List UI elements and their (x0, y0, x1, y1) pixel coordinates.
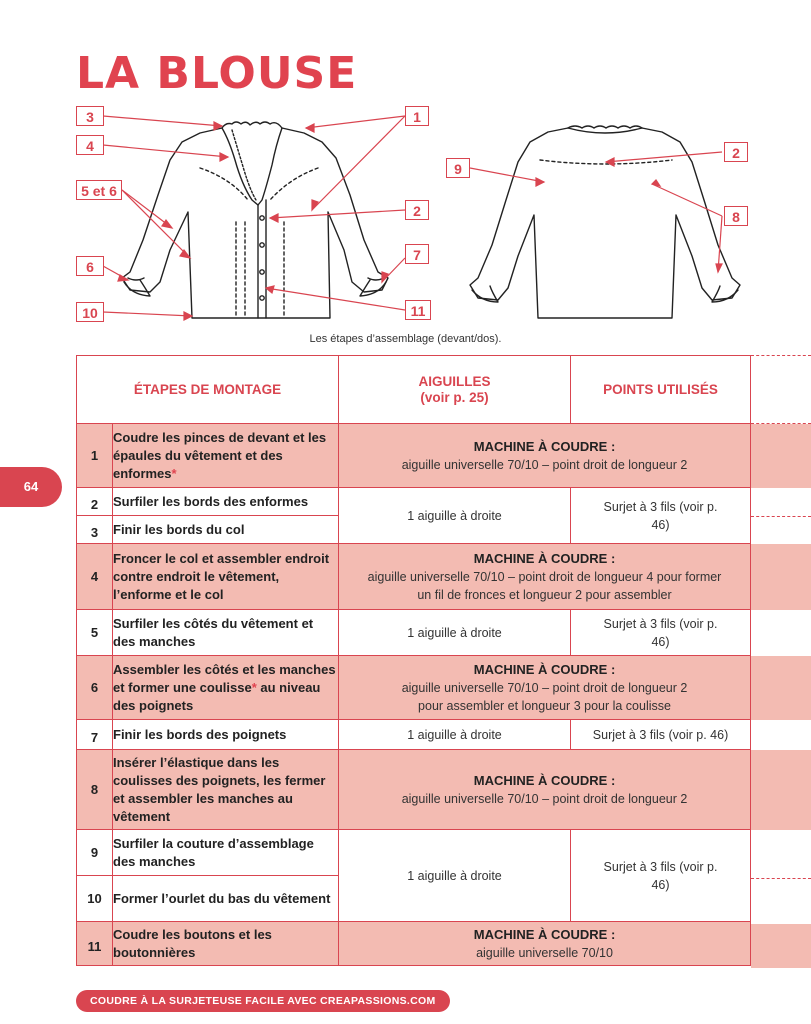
table-extension-line (751, 355, 811, 356)
callout-front-2: 2 (405, 200, 429, 220)
callout-back-9: 9 (446, 158, 470, 178)
table-extension-line (751, 878, 811, 879)
table-extension-pink (751, 656, 811, 720)
table-row: 6 Assembler les côtés et les manches et former une coulisse* au niveau des poignets MACHINE À COUDRE : aiguille universelle 70/10 – point droit de longueur 2 pour assembler et longueur 3 pour la coulisse (77, 656, 751, 720)
callout-front-7: 7 (405, 244, 429, 264)
callout-back-2: 2 (724, 142, 748, 162)
callout-front-6: 6 (76, 256, 104, 276)
page-number-tab: 64 (0, 467, 62, 507)
table-row: 5 Surfiler les côtés du vêtement et des manches 1 aiguille à droite Surjet à 3 fils (voir p. 46) (77, 610, 751, 656)
header-aiguilles: AIGUILLES (voir p. 25) (339, 356, 571, 424)
table-row: 9 Surfiler la couture d’assemblage des manches 1 aiguille à droite Surjet à 3 fils (voir p. 46) (77, 830, 751, 876)
callout-back-8: 8 (724, 206, 748, 226)
assembly-steps-table (76, 355, 751, 966)
callout-front-5-et-6: 5 et 6 (76, 180, 122, 200)
header-etapes: ÉTAPES DE MONTAGE (77, 356, 339, 424)
callout-front-3: 3 (76, 106, 104, 126)
garment-illustrations (0, 0, 811, 340)
table-extension-pink (751, 424, 811, 488)
table-row: 1 Coudre les pinces de devant et les épaules du vêtement et des enformes* MACHINE À COUDRE : aiguille universelle 70/10 – point droit de longueur 2 (77, 424, 751, 488)
footer-banner: COUDRE À LA SURJETEUSE FACILE AVEC CREAPASSIONS.COM (76, 990, 450, 1012)
table-extension-pink (751, 544, 811, 610)
table-header-row (77, 356, 751, 424)
table-row: 7 Finir les bords des poignets 1 aiguille à droite Surjet à 3 fils (voir p. 46) (77, 720, 751, 750)
callout-front-11: 11 (405, 300, 431, 320)
callout-front-4: 4 (76, 135, 104, 155)
table-row: 2 Surfiler les bords des enformes 1 aiguille à droite Surjet à 3 fils (voir p. 46) (77, 488, 751, 516)
page-title: LA BLOUSE (76, 48, 358, 99)
table-extension-line (751, 516, 811, 517)
table-row: 11 Coudre les boutons et les boutonnières MACHINE À COUDRE : aiguille universelle 70/10 (77, 922, 751, 966)
table-extension-pink (751, 924, 811, 968)
table-row: 3 Finir les bords du col (77, 516, 751, 544)
figure-caption: Les étapes d’assemblage (devant/dos). (309, 333, 502, 345)
header-points: POINTS UTILISÉS (571, 356, 751, 424)
table-extension-pink (751, 750, 811, 830)
callout-front-1: 1 (405, 106, 429, 126)
table-row: 8 Insérer l’élastique dans les coulisses des poignets, les fermer et assembler les manches au vêtement MACHINE À COUDRE : aiguille universelle 70/10 – point droit de longueur 2 (77, 750, 751, 830)
table-row: 4 Froncer le col et assembler endroit contre endroit le vêtement, l’enforme et le col MACHINE À COUDRE : aiguille universelle 70/10 – point droit de longueur 4 pour former un fil de fronces et longueur 2 pour assembler (77, 544, 751, 610)
back-blouse-drawing (470, 126, 740, 318)
callout-front-10: 10 (76, 302, 104, 322)
table-row: 10 Former l’ourlet du bas du vêtement (77, 876, 751, 922)
